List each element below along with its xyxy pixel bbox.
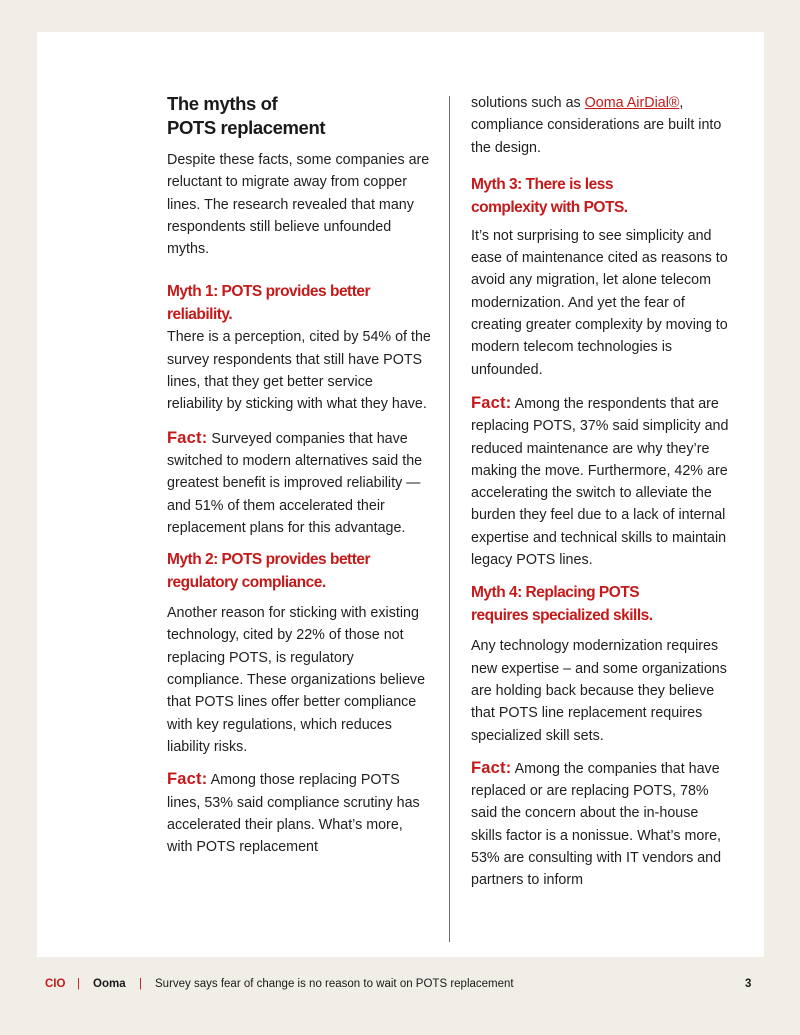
myth-4-title — [471, 581, 733, 627]
fact-3-paragraph — [471, 392, 733, 571]
myth-3-title-line-2: complexity with POTS. — [471, 198, 628, 216]
heading-line-1: The myths of — [167, 93, 278, 114]
fact-3-body: Among the respondents that are replacing POTS, 37% said simplicity and reduced maintenance are why they’re making the move. Furthermore, 42% are accelerating the switch to alleviate the burden they feel due to a lack of internal expertise and technical skills to maintain legacy POTS lines. — [471, 395, 729, 569]
myth-4-body: Any technology modernization requires new expertise – and some organizations are holding back because they believe that POTS line replacement requires specialized skill sets. — [471, 638, 727, 744]
myth-3-body: It’s not surprising to see simplicity and ease of maintenance cited as reasons to avoid any migration, let alone telecom modernization. And yet the fear of creating greater complexity by moving to modern telecom technologies is unfounded. — [471, 227, 728, 378]
fact-3-label: Fact: — [471, 393, 512, 412]
footer-separator: | — [77, 978, 80, 990]
fact-2-label: Fact: — [167, 770, 208, 789]
page-footer — [0, 976, 800, 996]
fact-4-body: Among the companies that have replaced or are replacing POTS, 78% said the concern about the in-house skills factor is a nonissue. What’s more, 53% are consulting with IT vendors and partners to inform — [471, 760, 722, 889]
footer-separator: | — [139, 978, 142, 990]
footer-tagline: Survey says fear of change is no reason to wait on POTS replacement — [155, 978, 514, 990]
myth-1-title-line-2: reliability. — [167, 306, 233, 324]
cio-logo: CIO — [45, 978, 66, 990]
myth-2-body: Another reason for sticking with existing technology, cited by 22% of those not replacing POTS, is regulatory compliance. These organizations believe that POTS lines offer better compliance with key regulations, which reduces liability risks. — [167, 605, 426, 755]
section-heading — [167, 92, 432, 140]
continued-suffix: , compliance considerations are built into the design. — [471, 95, 722, 156]
fact-1-paragraph — [167, 427, 432, 539]
ooma-logo: Ooma — [93, 978, 126, 990]
fact-1-label: Fact: — [167, 428, 208, 447]
fact-1-body: Surveyed companies that have switched to modern alternatives said the greatest benefit is improved reliability — and 51% of them accelerated their replacement plans for this advantage. — [167, 430, 423, 536]
myth-4-title-line-1: Myth 4: Replacing POTS — [471, 584, 640, 602]
intro-paragraph: Despite these facts, some companies are reluctant to migrate away from copper lines. The research revealed that many respondents still believe unfounded myths. — [167, 152, 430, 258]
myth-2-title-line-2: regulatory compliance. — [167, 574, 326, 592]
continued-paragraph — [471, 92, 733, 159]
myth-1-title-line-1: Myth 1: POTS provides better — [167, 283, 371, 301]
ooma-airdial-link[interactable]: Ooma AirDial® — [584, 95, 680, 111]
myth-3-title-line-1: Myth 3: There is less — [471, 175, 613, 193]
myth-3-title — [471, 173, 733, 219]
column-divider — [449, 96, 450, 942]
left-column — [167, 92, 432, 858]
continued-prefix: solutions such as — [471, 95, 581, 111]
right-column — [471, 92, 733, 892]
myth-1-title — [167, 280, 432, 326]
myth-4-title-line-2: requires specialized skills. — [471, 607, 653, 625]
fact-4-label: Fact: — [471, 758, 512, 777]
fact-4-paragraph — [471, 757, 733, 892]
myth-2-title — [167, 548, 432, 594]
page-number: 3 — [745, 978, 752, 990]
fact-2-body: Among those replacing POTS lines, 53% said compliance scrutiny has accelerated their plans. What’s more, with POTS replacement — [167, 772, 420, 856]
myth-2-title-line-1: Myth 2: POTS provides better — [167, 551, 371, 569]
fact-2-paragraph — [167, 768, 432, 858]
myth-1-body: There is a perception, cited by 54% of the survey respondents that still have POTS lines, that they get better service reliability by sticking with what they have. — [167, 329, 431, 413]
heading-line-2: POTS replacement — [167, 117, 326, 138]
